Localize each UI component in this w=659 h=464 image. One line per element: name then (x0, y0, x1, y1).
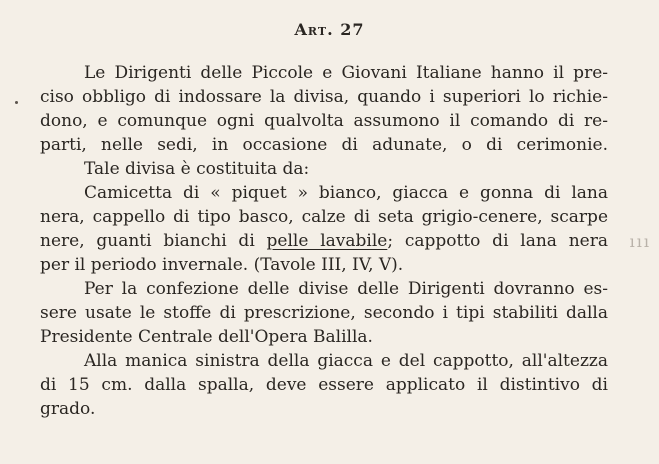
text-segment: ; cappotto di lana nera (387, 231, 608, 251)
text-line: sere usate le stoffe di prescrizione, secondo i tipi stabiliti dalla (40, 303, 608, 323)
paragraph-divisa-obbligo (40, 61, 608, 157)
article-heading: Art. 27 (294, 20, 365, 39)
article-text (40, 61, 608, 421)
text-line: ciso obbligo di indossare la divisa, quando i superiori lo richie- (40, 87, 608, 107)
text-line (40, 229, 608, 253)
text-line: Tale divisa è costituita da: (84, 159, 310, 179)
text-line: grado. (40, 399, 96, 419)
text-line: per il periodo invernale. (Tavole III, IV, V). (40, 255, 404, 275)
text-line: Camicetta di « piquet » bianco, giacca e gonna di lana (84, 183, 608, 203)
paper-speck (15, 101, 18, 104)
text-line: parti, nelle sedi, in occasione di adunate, o di cerimonie. (40, 135, 608, 155)
paragraph-divisa-intro (40, 157, 608, 181)
paragraph-confezione (40, 277, 608, 349)
text-line: Alla manica sinistra della giacca e del cappotto, all'altezza (84, 351, 608, 371)
paragraph-distintivo (40, 349, 608, 421)
text-line: Le Dirigenti delle Piccole e Giovani Italiane hanno il pre- (84, 63, 608, 83)
text-line: Per la confezione delle divise delle Dirigenti dovranno es- (84, 279, 608, 299)
underlined-phrase: pelle lavabile (266, 231, 388, 251)
paragraph-divisa-composizione (40, 181, 608, 277)
text-line: dono, e comunque ogni qualvolta assumono il comando di re- (40, 111, 608, 131)
text-line: di 15 cm. dalla spalla, deve essere applicato il distintivo di (40, 375, 608, 395)
margin-mark: ııı (629, 232, 651, 251)
text-line: nera, cappello di tipo basco, calze di seta grigio-cenere, scarpe (40, 207, 608, 227)
text-line: Presidente Centrale dell'Opera Balilla. (40, 327, 373, 347)
text-segment: nere, guanti bianchi di (40, 231, 267, 251)
